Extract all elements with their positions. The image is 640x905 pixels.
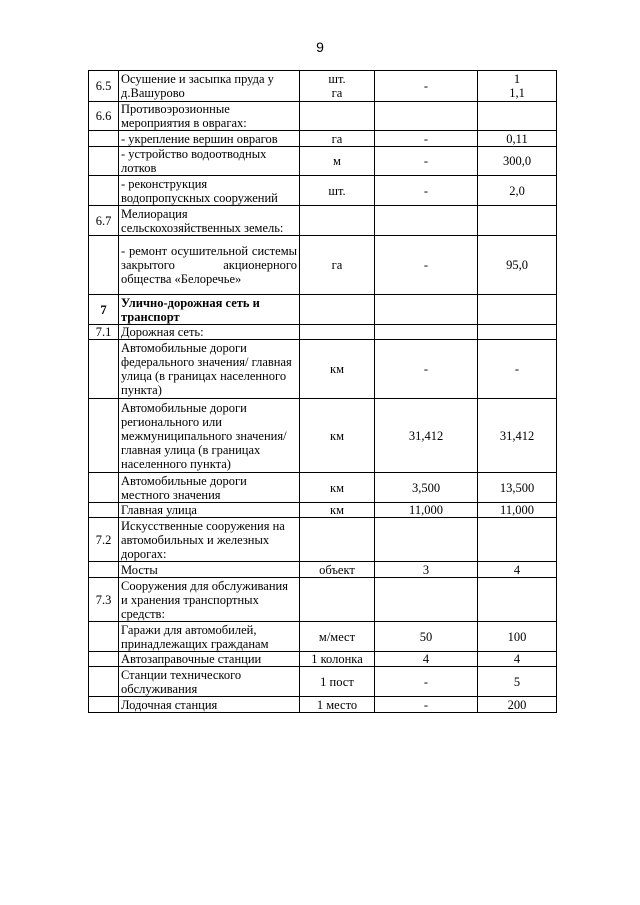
item-value-planned: [478, 578, 557, 622]
item-name: Дорожная сеть:: [119, 325, 300, 340]
item-unit-line: шт.: [328, 72, 346, 86]
item-value-planned: 5: [478, 667, 557, 697]
table-row: [89, 340, 557, 399]
item-value-planned: 4: [478, 652, 557, 667]
item-unit: км: [300, 473, 375, 503]
table-row: [89, 102, 557, 131]
item-name: - устройство водоотводных лотков: [119, 147, 300, 176]
item-number: [89, 503, 119, 518]
item-number: 6.6: [89, 102, 119, 131]
item-value-existing: -: [375, 131, 478, 147]
item-number: 6.5: [89, 71, 119, 102]
page-number: 9: [316, 39, 324, 55]
item-name: Мелиорация сельскохозяйственных земель:: [119, 206, 300, 236]
item-number: [89, 622, 119, 652]
item-value-planned: 11,000: [478, 503, 557, 518]
item-value-planned: 95,0: [478, 236, 557, 295]
item-value-existing: [375, 325, 478, 340]
item-unit: [300, 578, 375, 622]
item-value-existing: -: [375, 697, 478, 713]
section-title: Улично-дорожная сеть и транспорт: [119, 295, 300, 325]
table-row: [89, 667, 557, 697]
table-row: [89, 652, 557, 667]
item-value-planned: 4: [478, 562, 557, 578]
item-value-planned: [478, 71, 557, 102]
table-row: [89, 206, 557, 236]
item-number: [89, 340, 119, 399]
item-name: Автомобильные дороги федерального значения/ главная улица (в границах населенного пункта): [119, 340, 300, 399]
item-unit: км: [300, 340, 375, 399]
table-row: [89, 131, 557, 147]
item-unit: [300, 206, 375, 236]
item-unit: объект: [300, 562, 375, 578]
item-unit-line: га: [331, 86, 343, 100]
table-row: [89, 71, 557, 102]
item-value-planned: 300,0: [478, 147, 557, 176]
item-unit: км: [300, 503, 375, 518]
item-number: [89, 697, 119, 713]
item-name: - реконструкция водопропускных сооружений: [119, 176, 300, 206]
item-value-line: 1: [513, 72, 521, 86]
item-name: Станции технического обслуживания: [119, 667, 300, 697]
item-number: 7.2: [89, 518, 119, 562]
table-row: [89, 295, 557, 325]
item-value-existing: -: [375, 340, 478, 399]
table-row: [89, 473, 557, 503]
item-value-existing: [375, 206, 478, 236]
item-value-planned: 2,0: [478, 176, 557, 206]
item-value-planned: [478, 325, 557, 340]
table-row: [89, 236, 557, 295]
table-row: [89, 325, 557, 340]
item-number: 6.7: [89, 206, 119, 236]
item-value-planned: [478, 206, 557, 236]
item-unit: 1 колонка: [300, 652, 375, 667]
item-unit: [300, 325, 375, 340]
item-value-line: 1,1: [509, 86, 525, 100]
item-value-existing: [375, 518, 478, 562]
item-value-existing: 50: [375, 622, 478, 652]
item-value-planned: 13,500: [478, 473, 557, 503]
item-value-planned: [478, 518, 557, 562]
item-value-existing: -: [375, 71, 478, 102]
table-row: [89, 518, 557, 562]
item-number: 7.3: [89, 578, 119, 622]
item-value-existing: 11,000: [375, 503, 478, 518]
table-row: [89, 578, 557, 622]
planning-table: [88, 70, 557, 713]
item-number: [89, 236, 119, 295]
item-value-existing: -: [375, 147, 478, 176]
item-unit: [300, 102, 375, 131]
table-row: [89, 399, 557, 473]
item-name: Автозаправочные станции: [119, 652, 300, 667]
table-row: [89, 562, 557, 578]
table-row: [89, 697, 557, 713]
item-unit: [300, 71, 375, 102]
item-name: Гаражи для автомобилей, принадлежащих гражданам: [119, 622, 300, 652]
item-number: [89, 652, 119, 667]
item-value-planned: 0,11: [478, 131, 557, 147]
table-row: [89, 176, 557, 206]
item-name: Мосты: [119, 562, 300, 578]
item-number: [89, 147, 119, 176]
item-value-planned: -: [478, 340, 557, 399]
item-name: - ремонт осушительной системы закрытого акционерного общества «Белоречье»: [119, 236, 300, 295]
item-value-existing: 3,500: [375, 473, 478, 503]
item-value-existing: -: [375, 176, 478, 206]
item-value-existing: [375, 102, 478, 131]
item-value-existing: 4: [375, 652, 478, 667]
item-name: - укрепление вершин оврагов: [119, 131, 300, 147]
item-value-existing: 3: [375, 562, 478, 578]
item-value-existing: 31,412: [375, 399, 478, 473]
item-name: Искусственные сооружения на автомобильных и железных дорогах:: [119, 518, 300, 562]
item-number: [89, 473, 119, 503]
item-unit: 1 пост: [300, 667, 375, 697]
item-value-planned: 200: [478, 697, 557, 713]
item-number: [89, 667, 119, 697]
item-number: [89, 399, 119, 473]
item-name: Противоэрозионные мероприятия в оврагах:: [119, 102, 300, 131]
item-unit: [300, 295, 375, 325]
item-name: Автомобильные дороги регионального или межмуниципального значения/ главная улица (в границах населенного пункта): [119, 399, 300, 473]
item-name: Автомобильные дороги местного значения: [119, 473, 300, 503]
item-number: [89, 176, 119, 206]
item-number: [89, 131, 119, 147]
section-number: 7: [89, 295, 119, 325]
item-name: Лодочная станция: [119, 697, 300, 713]
table-row: [89, 147, 557, 176]
item-value-existing: [375, 295, 478, 325]
item-value-planned: 31,412: [478, 399, 557, 473]
item-value-existing: [375, 578, 478, 622]
item-value-existing: -: [375, 667, 478, 697]
item-value-planned: 100: [478, 622, 557, 652]
item-name: Главная улица: [119, 503, 300, 518]
item-name: Сооружения для обслуживания и хранения транспортных средств:: [119, 578, 300, 622]
table-row: [89, 622, 557, 652]
item-number: 7.1: [89, 325, 119, 340]
table-row: [89, 503, 557, 518]
item-value-existing: -: [375, 236, 478, 295]
item-unit: га: [300, 236, 375, 295]
item-value-planned: [478, 295, 557, 325]
item-unit: 1 место: [300, 697, 375, 713]
item-unit: км: [300, 399, 375, 473]
item-unit: м: [300, 147, 375, 176]
item-unit: м/мест: [300, 622, 375, 652]
item-unit: [300, 518, 375, 562]
item-name: Осушение и засыпка пруда у д.Вашурово: [119, 71, 300, 102]
item-unit: шт.: [300, 176, 375, 206]
item-number: [89, 562, 119, 578]
item-unit: га: [300, 131, 375, 147]
item-value-planned: [478, 102, 557, 131]
